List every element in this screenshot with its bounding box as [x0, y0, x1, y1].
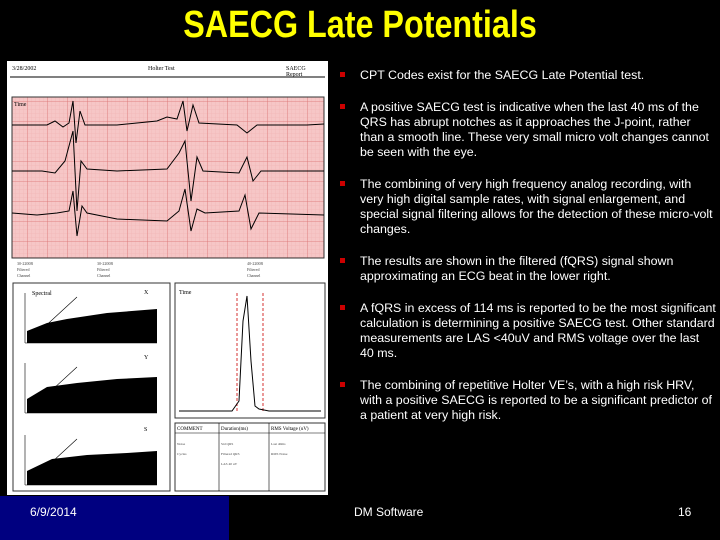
- svg-text:40-2200B: 40-2200B: [247, 261, 263, 266]
- svg-text:Last 40ms: Last 40ms: [271, 442, 286, 446]
- bullet-marker: [340, 181, 345, 186]
- slide-footer: [0, 496, 720, 540]
- footer-center-text: DM Software: [354, 505, 424, 519]
- svg-text:Channel: Channel: [247, 273, 261, 278]
- svg-text:Channel: Channel: [17, 273, 31, 278]
- svg-text:Filtered: Filtered: [17, 267, 30, 272]
- spectral-label: Spectral: [32, 291, 52, 297]
- report-header-right: SAECG Report: [286, 66, 306, 78]
- footer-date-band: [0, 496, 229, 540]
- svg-text:Channel: Channel: [97, 273, 111, 278]
- svg-text:30-2200B: 30-2200B: [17, 261, 33, 266]
- svg-text:30-2200B: 30-2200B: [97, 261, 113, 266]
- svg-text:Filtered: Filtered: [97, 267, 110, 272]
- svg-text:LAS 40 uV: LAS 40 uV: [221, 462, 238, 466]
- table-header-duration: Duration(ms): [221, 427, 248, 432]
- svg-text:Cycles: Cycles: [177, 452, 187, 456]
- fqrs-time-label: Time: [179, 290, 192, 296]
- slide-title: SAECG Late Potentials: [183, 4, 537, 46]
- bullet-list: [338, 68, 716, 440]
- lead-label-x: X: [144, 290, 149, 296]
- svg-text:Filtered QRS: Filtered QRS: [221, 452, 240, 456]
- report-graphics: [7, 61, 328, 495]
- bullet-item: The combining of repetitive Holter VE’s, with a high risk HRV, with a positive SAECG is reported to be a significant predictor of a patient at very high risk.: [338, 378, 716, 423]
- svg-text:Std QRS: Std QRS: [221, 442, 234, 446]
- svg-text:RMS Noise: RMS Noise: [271, 452, 288, 456]
- bullet-marker: [340, 72, 345, 77]
- svg-text:Noise: Noise: [177, 442, 186, 446]
- saecg-report-image: [7, 61, 328, 495]
- report-header-center: Holter Test: [148, 66, 175, 72]
- bullet-item: The results are shown in the filtered (fQRS) signal shown approximating an ECG beat in the lower right.: [338, 254, 716, 284]
- footer-date: 6/9/2014: [30, 505, 77, 519]
- table-header-comment: COMMENT: [177, 427, 203, 432]
- footer-page-number: 16: [678, 505, 692, 519]
- bullet-item: CPT Codes exist for the SAECG Late Potential test.: [338, 68, 716, 83]
- lead-label-s: S: [144, 427, 148, 433]
- bullet-marker: [340, 305, 345, 310]
- lead-label-y: Y: [144, 355, 149, 361]
- table-header-rms: RMS Voltage (uV): [271, 427, 309, 432]
- bullet-item: A fQRS in excess of 114 ms is reported to be the most significant calculation is determining a positive SAECG test. Other standard measurements are LAS <40uV and RMS voltage over the last 40 ms.: [338, 301, 716, 361]
- svg-text:Filtered: Filtered: [247, 267, 260, 272]
- bullet-marker: [340, 258, 345, 263]
- report-date: 3/28/2002: [12, 66, 37, 72]
- ecg-time-label: Time: [14, 102, 27, 108]
- bullet-item: The combining of very high frequency analog recording, with very high digital sample rates, with signal enlargement, and special signal filtering allows for the detection of these micro-volt changes.: [338, 177, 716, 237]
- bullet-marker: [340, 104, 345, 109]
- bullet-item: A positive SAECG test is indicative when the last 40 ms of the QRS has abrupt notches as it approaches the J-point, rather than a smooth line. These very small micro volt changes cannot be seen with the eye.: [338, 100, 716, 160]
- bullet-marker: [340, 382, 345, 387]
